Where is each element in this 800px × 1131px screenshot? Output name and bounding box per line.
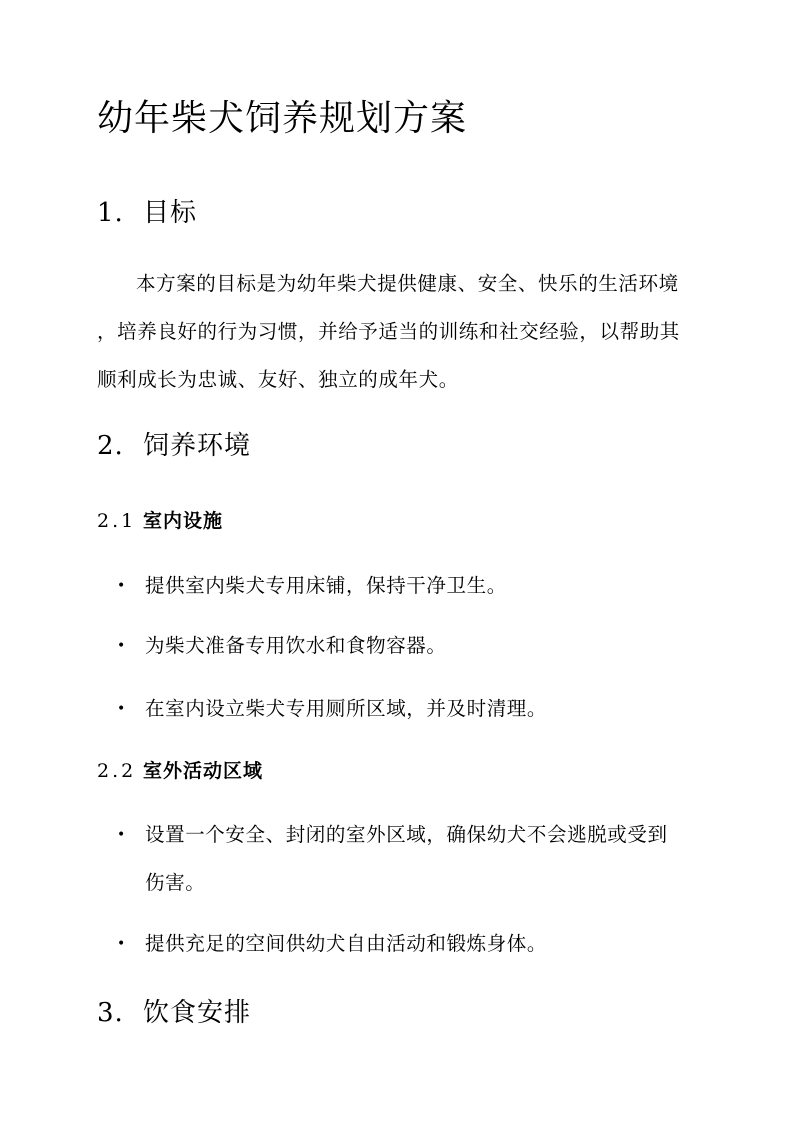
paragraph-line: 顺利成长为忠诚、友好、独立的成年犬。 xyxy=(97,368,459,391)
section-title: 饲养环境 xyxy=(143,431,252,461)
list-item-text: 在室内设立柴犬专用厕所区域，并及时清理。 xyxy=(145,697,548,720)
list-item-text: 伤害。 xyxy=(145,871,206,894)
document-title: 幼年柴犬饲养规划方案 xyxy=(97,98,468,139)
bullet-icon: • xyxy=(117,936,126,952)
list-item-text: 设置一个安全、封闭的室外区域，确保幼犬不会逃脱或受到 xyxy=(145,823,668,846)
subsection-title: 室外活动区域 xyxy=(143,760,264,782)
list-item xyxy=(117,685,717,733)
subsection-title: 室内设施 xyxy=(143,510,224,532)
subsection-number: 2.1 xyxy=(97,510,137,532)
list-item-text: 提供充足的空间供幼犬自由活动和锻炼身体。 xyxy=(145,932,548,955)
paragraph-line: ，培养良好的行为习惯，并给予适当的训练和社交经验，以帮助其 xyxy=(97,320,680,343)
bullet-icon: • xyxy=(117,638,126,654)
list-item-text: 为柴犬准备专用饮水和食物容器。 xyxy=(145,634,447,657)
section-number: 2. xyxy=(97,431,124,461)
section-number: 1. xyxy=(97,198,124,228)
subsection-number: 2.2 xyxy=(97,760,137,782)
section-heading-environment xyxy=(97,429,251,463)
list-item xyxy=(117,811,717,907)
goal-paragraph xyxy=(97,260,707,404)
list-item-text: 提供室内柴犬专用床铺，保持干净卫生。 xyxy=(145,574,507,597)
section-title: 饮食安排 xyxy=(143,998,252,1028)
section-title: 目标 xyxy=(143,198,198,228)
bullet-icon: • xyxy=(117,701,126,717)
bullet-icon: • xyxy=(117,827,126,843)
section-heading-goal xyxy=(97,196,197,230)
section-heading-diet xyxy=(97,996,251,1030)
section-number: 3. xyxy=(97,998,124,1028)
list-item xyxy=(117,562,717,610)
list-item xyxy=(117,622,717,670)
subsection-heading-outdoor xyxy=(97,758,263,784)
subsection-heading-indoor xyxy=(97,508,223,534)
bullet-icon: • xyxy=(117,578,126,594)
list-item xyxy=(117,920,717,968)
paragraph-line: 本方案的目标是为幼年柴犬提供健康、安全、快乐的生活环境 xyxy=(136,272,679,295)
